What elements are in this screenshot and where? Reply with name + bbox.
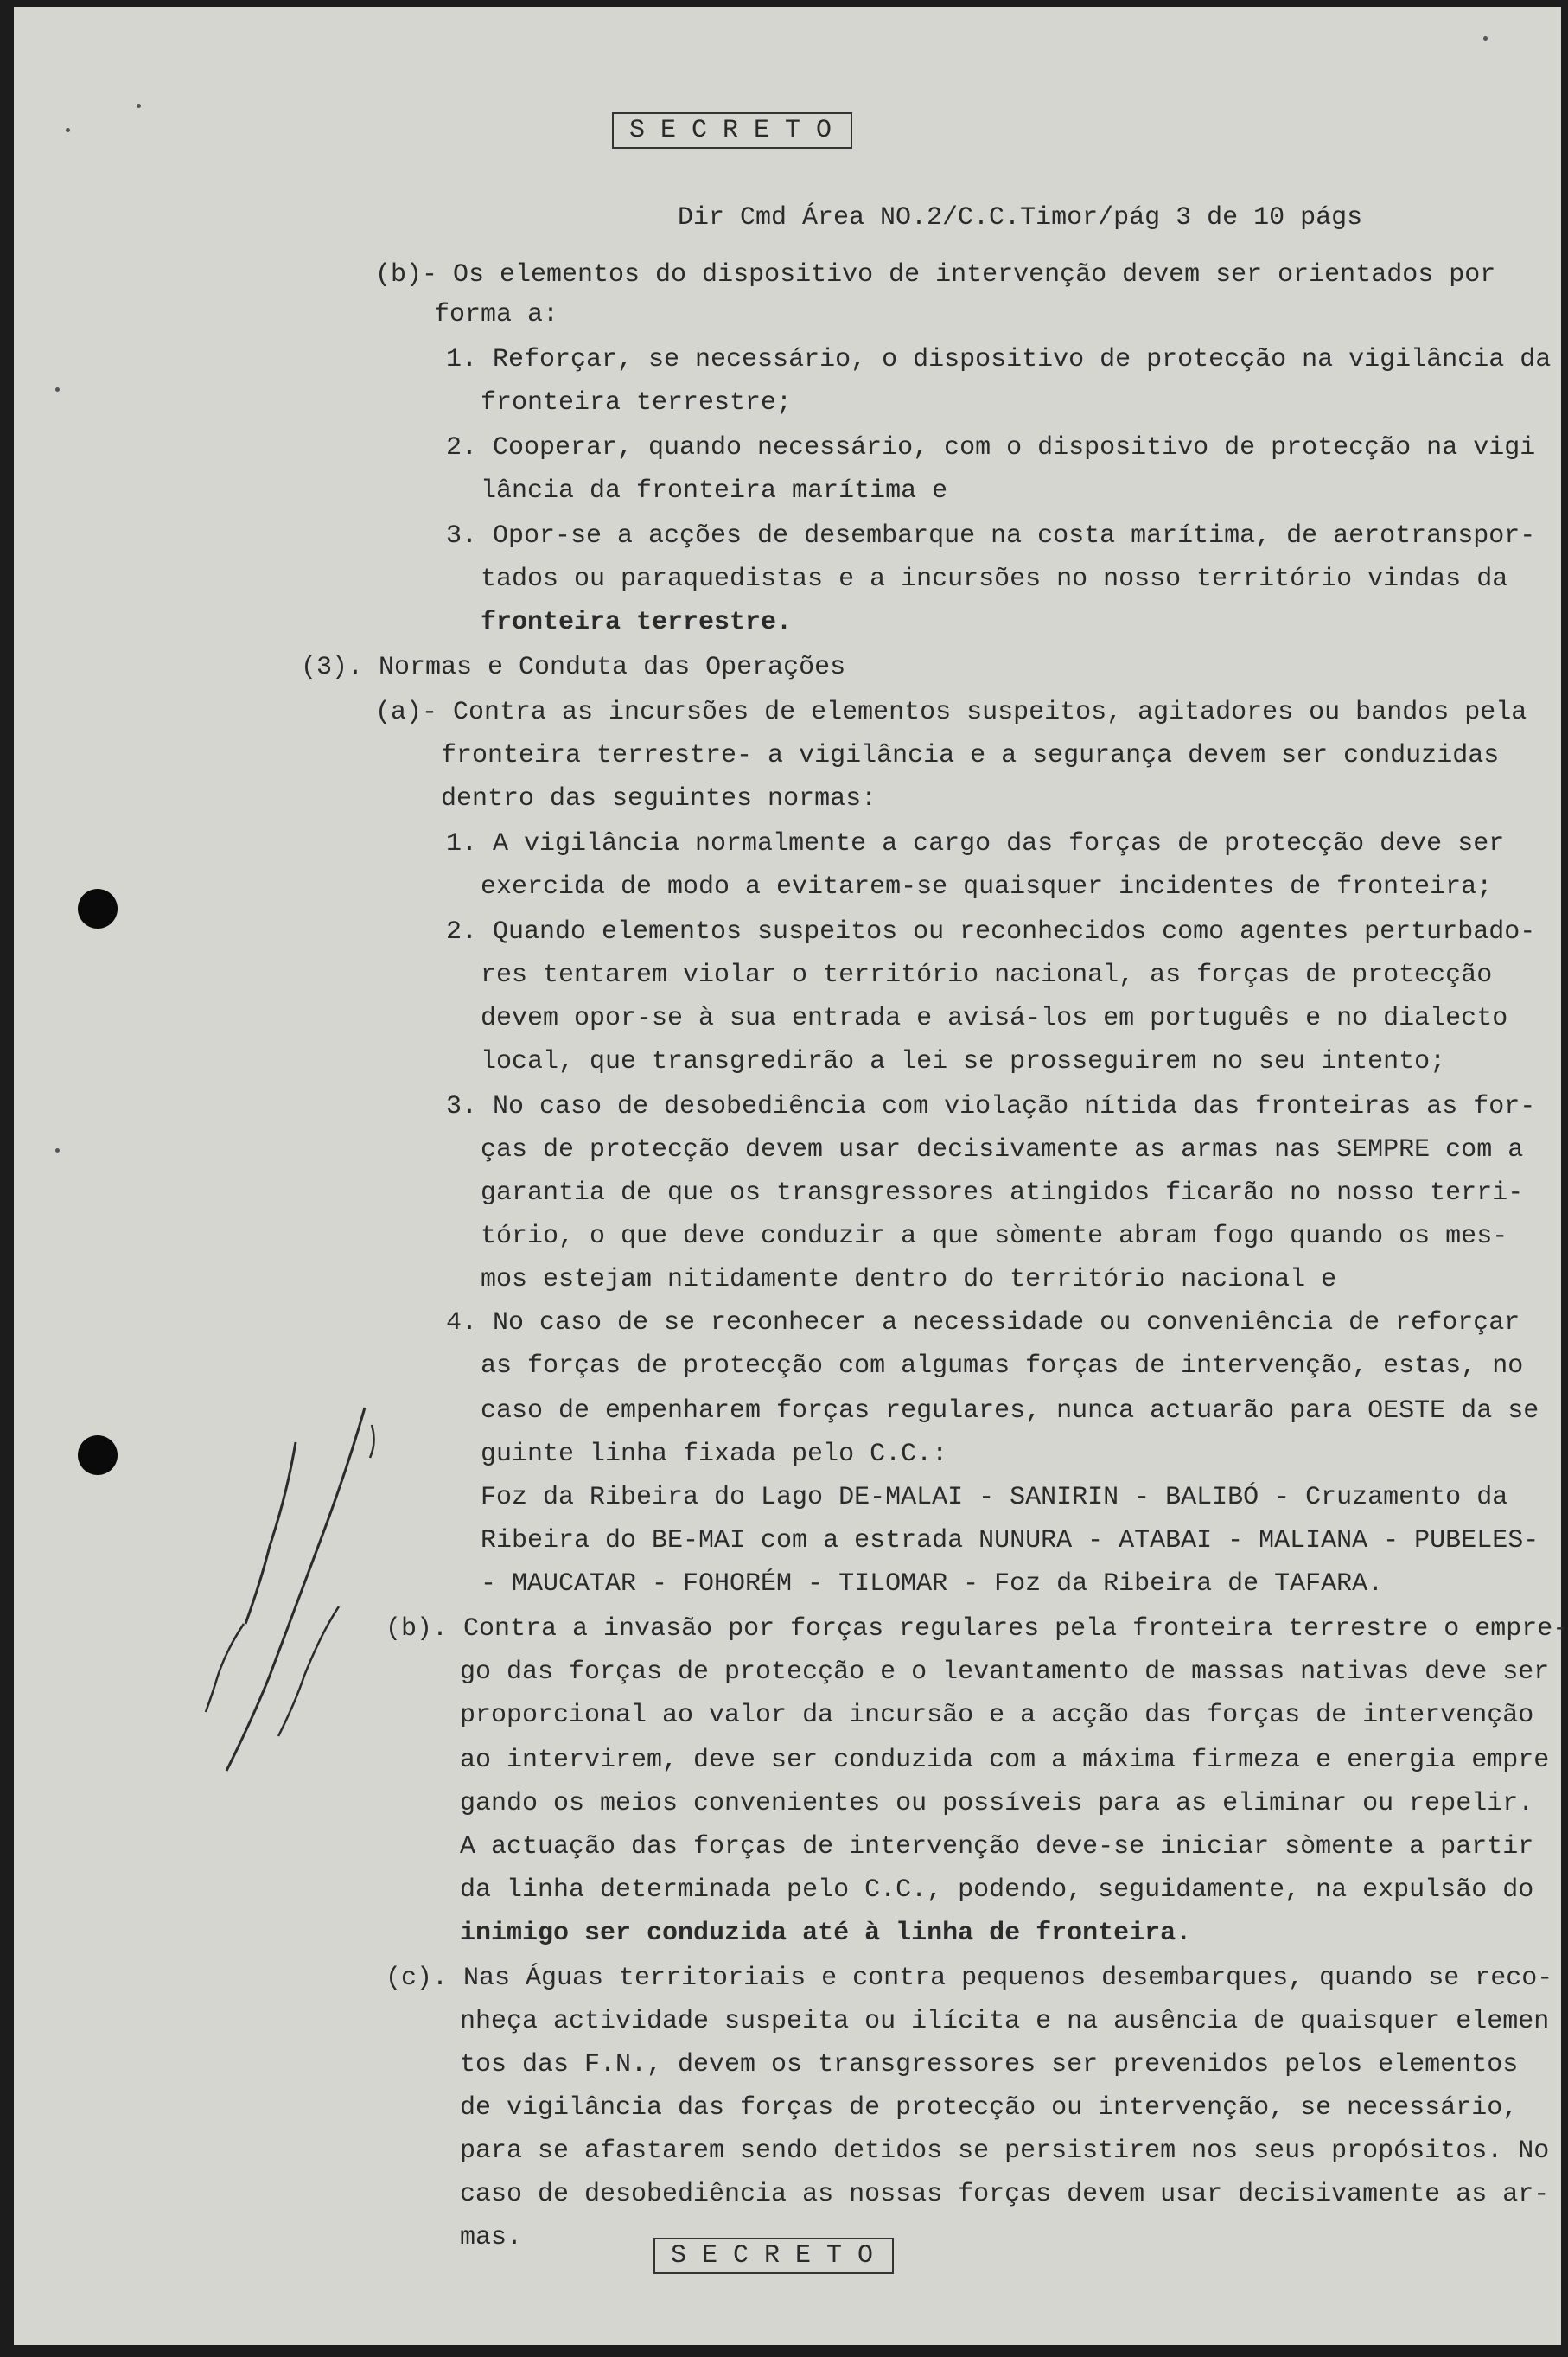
- text-line: 4. No caso de se reconhecer a necessidade ou conveniência de reforçar: [446, 1308, 1520, 1338]
- text-line: (b). Contra a invasão por forças regulares pela fronteira terrestre o empre-: [386, 1614, 1568, 1644]
- text-line: 1. A vigilância normalmente a cargo das forças de protecção deve ser: [446, 829, 1505, 859]
- text-line: garantia de que os transgressores atingidos ficarão no nosso terri-: [481, 1178, 1524, 1208]
- text-line: nheça actividade suspeita ou ilícita e na ausência de quaisquer elemen: [460, 2007, 1550, 2036]
- text-line: fronteira terrestre- a vigilância e a segurança devem ser conduzidas: [441, 741, 1500, 770]
- text-line: tados ou paraquedistas e a incursões no nosso território vindas da: [481, 565, 1508, 594]
- secret-stamp-bottom: SECRETO: [653, 2238, 894, 2274]
- secret-stamp-top: SECRETO: [612, 112, 852, 149]
- text-line: forma a:: [434, 300, 559, 329]
- text-line: ao intervirem, deve ser conduzida com a máxima firmeza e energia empre: [460, 1746, 1550, 1775]
- text-line: ças de protecção devem usar decisivamente as armas nas SEMPRE com a: [481, 1135, 1524, 1165]
- text-line: (b)- Os elementos do dispositivo de intervenção devem ser orientados por: [375, 260, 1496, 290]
- section-heading: (3). Normas e Conduta das Operações: [301, 653, 846, 682]
- text-line: lância da fronteira marítima e: [481, 476, 948, 506]
- text-line: proporcional ao valor da incursão e a acção das forças de intervenção: [460, 1701, 1534, 1730]
- punch-hole-lower: [78, 1435, 118, 1475]
- text-line: da linha determinada pelo C.C., podendo, seguidamente, na expulsão do: [460, 1875, 1534, 1905]
- text-line: 2. Quando elementos suspeitos ou reconhecidos como agentes perturbado-: [446, 917, 1536, 947]
- text-line: mas.: [460, 2223, 523, 2252]
- text-line: 3. No caso de desobediência com violação nítida das fronteiras as for-: [446, 1092, 1536, 1121]
- margin-mark: [1483, 36, 1488, 41]
- text-line: para se afastarem sendo detidos se persistirem nos seus propósitos. No: [460, 2137, 1550, 2166]
- text-line: caso de empenharem forças regulares, nunca actuarão para OESTE da se: [481, 1396, 1539, 1426]
- text-line: Ribeira do BE-MAI com a estrada NUNURA - ATABAI - MALIANA - PUBELES-: [481, 1526, 1539, 1555]
- text-line: local, que transgredirão a lei se prosseguirem no seu intento;: [481, 1047, 1446, 1076]
- margin-mark: [55, 1148, 60, 1153]
- text-line: guinte linha fixada pelo C.C.:: [481, 1440, 948, 1469]
- text-line: devem opor-se à sua entrada e avisá-los em português e no dialecto: [481, 1004, 1508, 1033]
- text-line: fronteira terrestre.: [481, 608, 793, 637]
- text-line: 2. Cooperar, quando necessário, com o dispositivo de protecção na vigi: [446, 433, 1536, 463]
- text-line: Foz da Ribeira do Lago DE-MALAI - SANIRIN - BALIBÓ - Cruzamento da: [481, 1483, 1508, 1512]
- margin-mark: [137, 104, 141, 108]
- margin-mark: [66, 128, 70, 132]
- text-line: caso de desobediência as nossas forças devem usar decisivamente as ar-: [460, 2180, 1550, 2209]
- text-line: tório, o que deve conduzir a que sòmente abram fogo quando os mes-: [481, 1222, 1508, 1251]
- text-line: de vigilância das forças de protecção ou intervenção, se necessário,: [460, 2093, 1519, 2123]
- text-line: inimigo ser conduzida até à linha de fronteira.: [460, 1919, 1192, 1948]
- text-line: res tentarem violar o território nacional, as forças de protecção: [481, 961, 1493, 990]
- text-line: - MAUCATAR - FOHORÉM - TILOMAR - Foz da Ribeira de TAFARA.: [481, 1569, 1384, 1599]
- margin-mark: [55, 387, 60, 392]
- handwritten-signature: [166, 1390, 391, 1805]
- text-line: exercida de modo a evitarem-se quaisquer incidentes de fronteira;: [481, 872, 1493, 902]
- text-line: (a)- Contra as incursões de elementos suspeitos, agitadores ou bandos pela: [375, 698, 1527, 727]
- text-line: (c). Nas Águas territoriais e contra pequenos desembarques, quando se reco-: [386, 1964, 1553, 1993]
- text-line: A actuação das forças de intervenção deve-se iniciar sòmente a partir: [460, 1832, 1534, 1862]
- text-line: as forças de protecção com algumas forças de intervenção, estas, no: [481, 1351, 1524, 1381]
- text-line: 1. Reforçar, se necessário, o dispositivo de protecção na vigilância da: [446, 345, 1552, 374]
- text-line: 3. Opor-se a acções de desembarque na costa marítima, de aerotranspor-: [446, 521, 1536, 551]
- text-line: mos estejam nitidamente dentro do território nacional e: [481, 1265, 1337, 1294]
- text-line: fronteira terrestre;: [481, 388, 793, 418]
- document-page: [14, 7, 1568, 2345]
- text-line: dentro das seguintes normas:: [441, 784, 877, 814]
- text-line: tos das F.N., devem os transgressores ser prevenidos pelos elementos: [460, 2050, 1519, 2079]
- text-line: go das forças de protecção e o levantamento de massas nativas deve ser: [460, 1658, 1550, 1687]
- punch-hole-upper: [78, 889, 118, 929]
- document-reference: Dir Cmd Área NO.2/C.C.Timor/pág 3 de 10 págs: [678, 203, 1363, 233]
- text-line: gando os meios convenientes ou possíveis para as eliminar ou repelir.: [460, 1789, 1534, 1818]
